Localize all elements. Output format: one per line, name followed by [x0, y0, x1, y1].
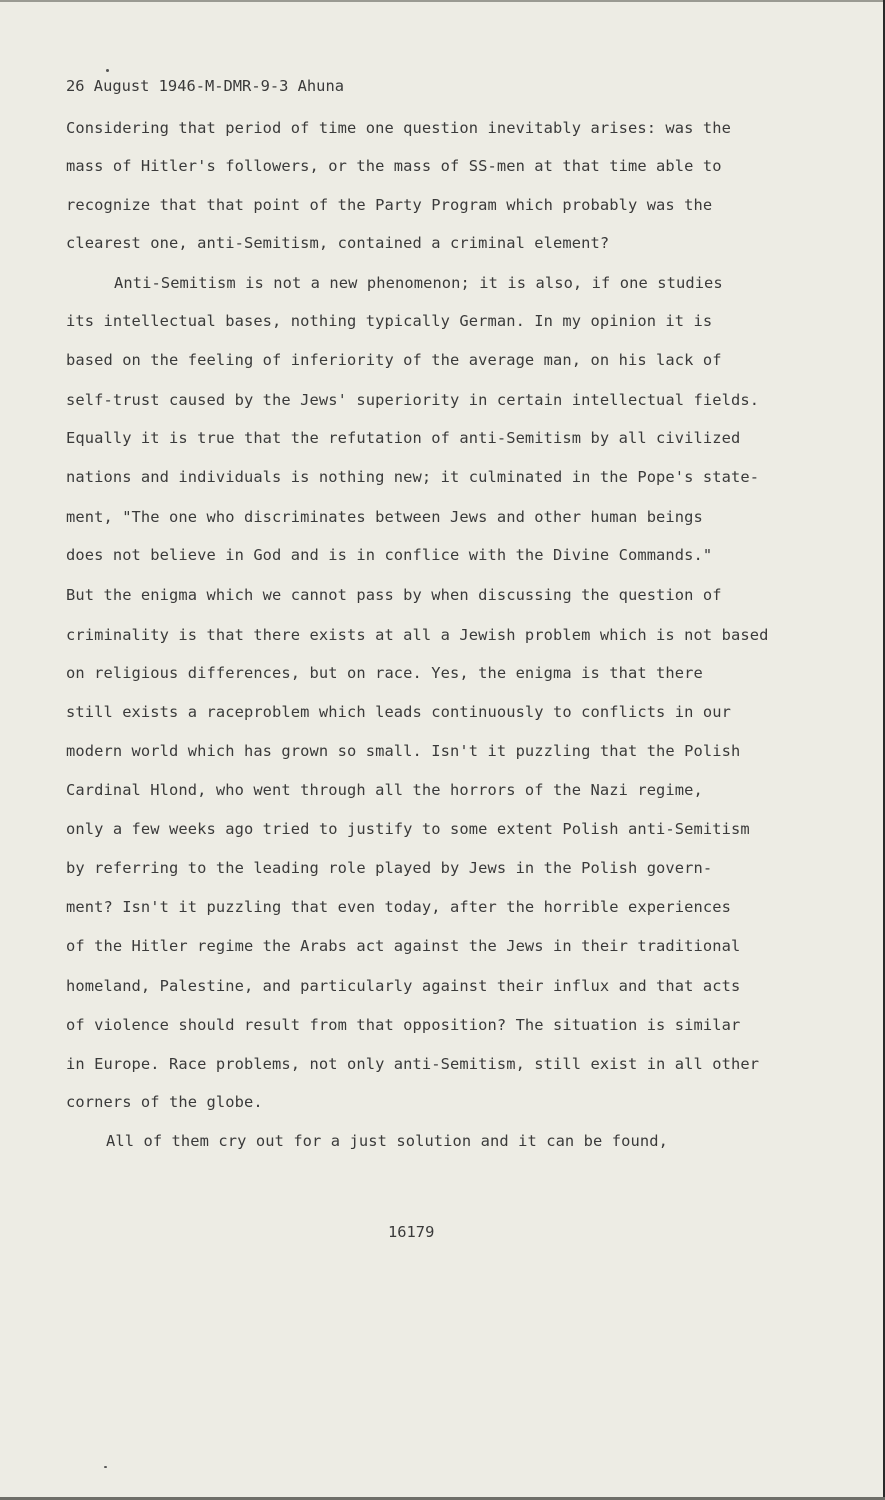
page-top-edge: [0, 0, 885, 2]
text-line: by referring to the leading role played by Jews in the Polish govern-: [66, 859, 713, 877]
text-line: Considering that period of time one question inevitably arises: was the: [66, 119, 731, 137]
text-line: Anti-Semitism is not a new phenomenon; it is also, if one studies: [114, 274, 723, 292]
text-line: its intellectual bases, nothing typically German. In my opinion it is: [66, 312, 713, 330]
text-line: self-trust caused by the Jews' superiority in certain intellectual fields.: [66, 391, 760, 409]
text-line: corners of the globe.: [66, 1093, 263, 1111]
text-line: Equally it is true that the refutation of anti-Semitism by all civilized: [66, 429, 741, 447]
ink-dot: [106, 69, 109, 72]
ink-dot: [104, 1466, 107, 1468]
text-line: recognize that that point of the Party Program which probably was the: [66, 196, 713, 214]
text-line: criminality is that there exists at all a Jewish problem which is not based: [66, 626, 769, 644]
text-line: mass of Hitler's followers, or the mass of SS-men at that time able to: [66, 157, 722, 175]
text-line: in Europe. Race problems, not only anti-Semitism, still exist in all other: [66, 1055, 760, 1073]
page-number: 16179: [388, 1223, 435, 1241]
text-line: on religious differences, but on race. Yes, the enigma is that there: [66, 664, 703, 682]
text-line: still exists a raceproblem which leads continuously to conflicts in our: [66, 703, 731, 721]
text-line: clearest one, anti-Semitism, contained a criminal element?: [66, 234, 610, 252]
text-line: homeland, Palestine, and particularly against their influx and that acts: [66, 977, 741, 995]
text-line: But the enigma which we cannot pass by when discussing the question of: [66, 586, 722, 604]
text-line: based on the feeling of inferiority of the average man, on his lack of: [66, 351, 722, 369]
text-line: Cardinal Hlond, who went through all the horrors of the Nazi regime,: [66, 781, 703, 799]
text-line: of violence should result from that opposition? The situation is similar: [66, 1016, 741, 1034]
text-line: of the Hitler regime the Arabs act against the Jews in their traditional: [66, 937, 741, 955]
text-line: does not believe in God and is in conflice with the Divine Commands.": [66, 546, 713, 564]
text-line: only a few weeks ago tried to justify to some extent Polish anti-Semitism: [66, 820, 750, 838]
text-line: modern world which has grown so small. Isn't it puzzling that the Polish: [66, 742, 741, 760]
text-line: All of them cry out for a just solution and it can be found,: [106, 1132, 668, 1150]
text-line: nations and individuals is nothing new; it culminated in the Pope's state-: [66, 468, 760, 486]
text-line: ment, "The one who discriminates between Jews and other human beings: [66, 508, 703, 526]
text-line: ment? Isn't it puzzling that even today, after the horrible experiences: [66, 898, 731, 916]
document-header: 26 August 1946-M-DMR-9-3 Ahuna: [66, 77, 344, 95]
